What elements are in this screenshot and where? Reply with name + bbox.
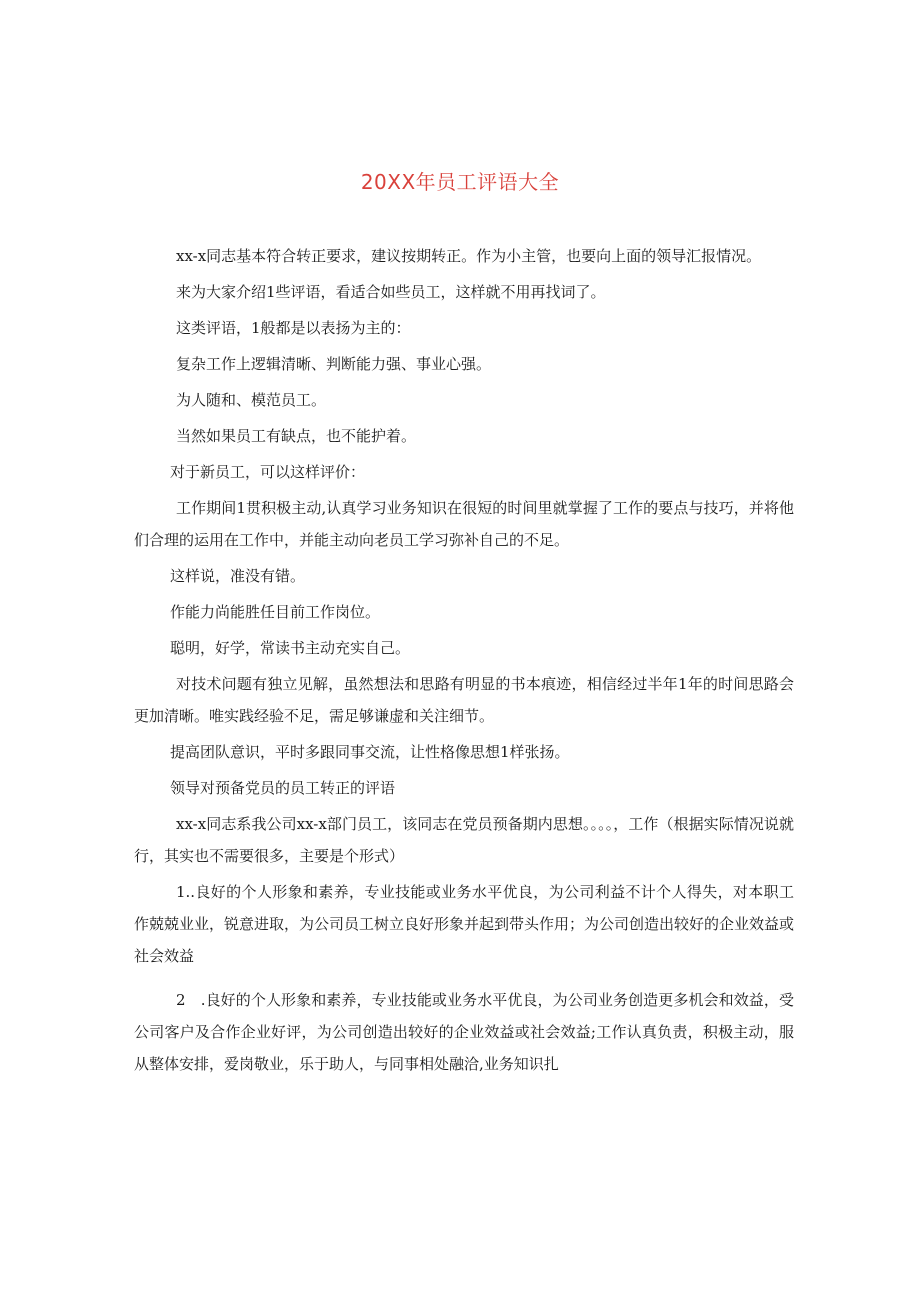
paragraph-13: 提高团队意识，平时多跟同事交流，让性格像思想1样张扬。 [170,743,570,761]
paragraph-2: 来为大家介绍1些评语，看适合如些员工，这样就不用再找词了。 [176,283,606,301]
paragraph-9: 这样说，准没有错。 [170,567,306,585]
paragraph-17: 2 .良好的个人形象和素养，专业技能或业务水平优良，为公司业务创造更多机会和效益，受公司客户及合作企业好评，为公司创造出较好的企业效益或社会效益;工作认真负责，积极主动，服从整体安排，爱岗敬业，乐于助人，与同事相处融洽,业务知识扎 [134,991,794,1073]
paragraph-7: 对于新员工，可以这样评价： [170,463,366,481]
document-body [134,240,794,1084]
paragraph-4: 复杂工作上逻辑清晰、判断能力强、事业心强。 [176,355,492,373]
paragraph-16: 1..良好的个人形象和素养，专业技能或业务水平优良，为公司利益不计个人得失，对本职工作兢兢业业，锐意进取，为公司员工树立良好形象并起到带头作用；为公司创造出较好的企业效益或社会效益 [134,883,795,965]
paragraph-14: 领导对预备党员的员工转正的评语 [170,779,396,797]
paragraph-5: 为人随和、模范员工。 [176,391,327,409]
paragraph-15: xx-x同志系我公司xx-x部门员工，该同志在党员预备期内思想。。。。，工作（根据实际情况说就行，其实也不需要很多，主要是个形式） [134,815,794,865]
paragraph-8: 工作期间1贯积极主动,认真学习业务知识在很短的时间里就掌握了工作的要点与技巧，并将他们合理的运用在工作中，并能主动向老员工学习弥补自己的不足。 [134,499,794,549]
paragraph-6: 当然如果员工有缺点，也不能护着。 [176,427,417,445]
paragraph-11: 聪明，好学，常读书主动充实自己。 [170,639,411,657]
paragraph-1: xx-x同志基本符合转正要求，建议按期转正。作为小主管，也要向上面的领导汇报情况。 [176,247,762,265]
paragraph-10: 作能力尚能胜任目前工作岗位。 [170,603,381,621]
document-title: 20XX年员工评语大全 [360,170,560,194]
paragraph-3: 这类评语，1般都是以表扬为主的： [176,319,411,337]
paragraph-12: 对技术问题有独立见解，虽然想法和思路有明显的书本痕迹，相信经过半年1年的时间思路会更加清晰。唯实践经验不足，需足够谦虚和关注细节。 [134,675,794,725]
